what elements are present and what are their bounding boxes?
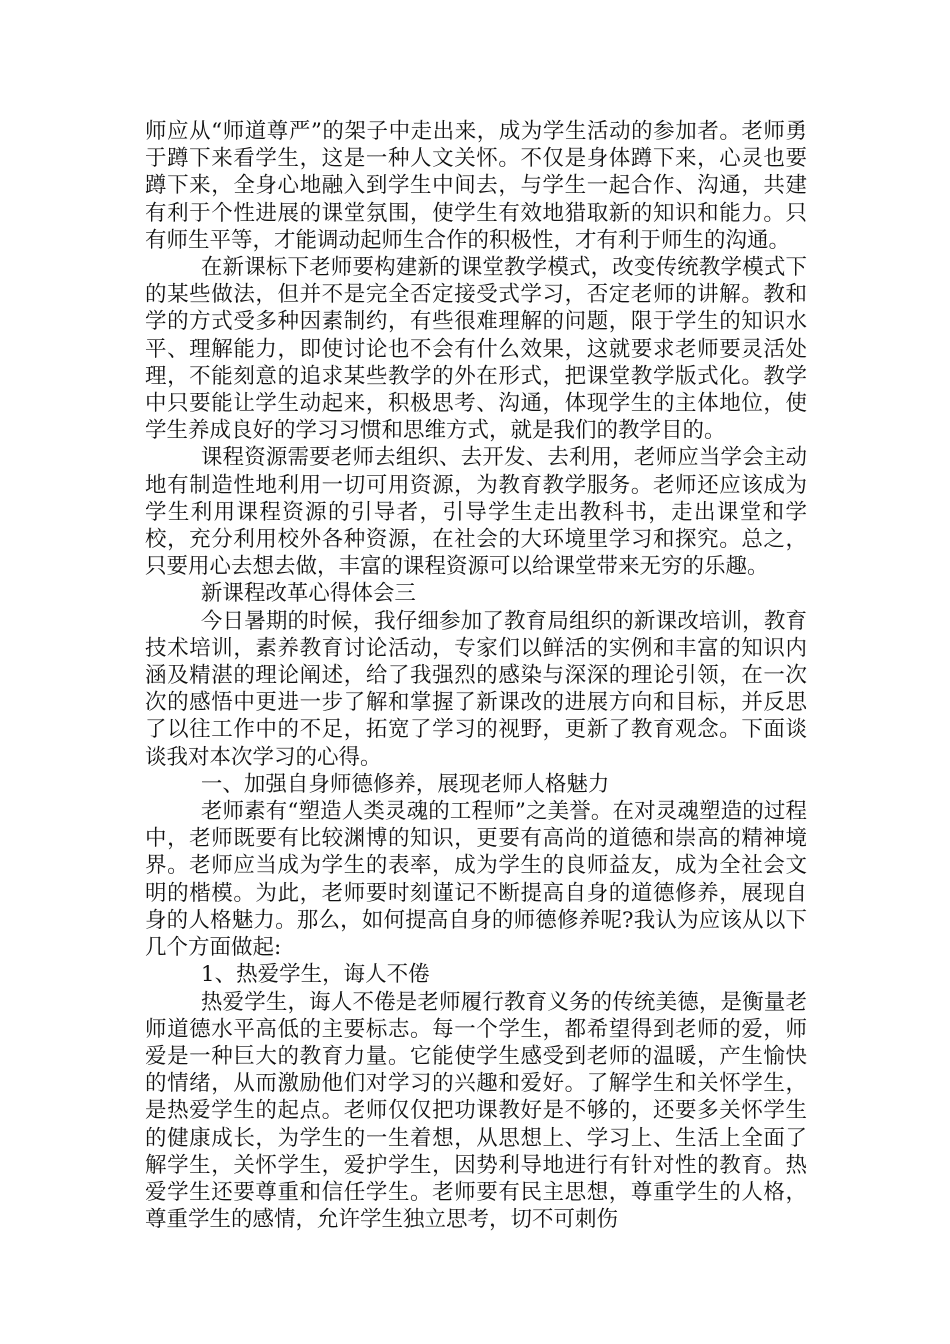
paragraph-love-students: 热爱学生，诲人不倦是老师履行教育义务的传统美德，是衡量老师道德水平高低的主要标志。每一个学生，都希望得到老师的爱，师爱是一种巨大的教育力量。它能使学生感受到老师的温暖，产生愉快的情绪，从而激励他们对学习的兴趣和爱好。了解学生和关怀学生，是热爱学生的起点。老师仅仅把功课教好是不够的，还要多关怀学生的健康成长，为学生的一生着想，从思想上、学习上、生活上全面了解学生，关怀学生，爱护学生，因势利导地进行有针对性的教育。热爱学生还要尊重和信任学生。老师要有民主思想，尊重学生的人格，尊重学生的感情，允许学生独立思考，切不可刺伤 — [145, 989, 807, 1233]
paragraph-intro-continuation: 师应从“师道尊严”的架子中走出来，成为学生活动的参加者。老师勇于蹲下来看学生，这是一种人文关怀。不仅是身体蹲下来，心灵也要蹲下来，全身心地融入到学生中间去，与学生一起合作、沟通，共建有利于个性进展的课堂氛围，使学生有效地猎取新的知识和能力。只有师生平等，才能调动起师生合作的积极性，才有利于师生的沟通。 — [145, 119, 807, 253]
section-title-reflection-three: 新课程改革心得体会三 — [200, 581, 416, 607]
paragraph-summer-training: 今日暑期的时候，我仔细参加了教育局组织的新课改培训，教育技术培训，素养教育讨论活动，专家们以鲜活的实例和丰富的知识内涵及精湛的理论阐述，给了我强烈的感染与深深的理论引领，在一次次的感悟中更进一步了解和掌握了新课改的进展方向和目标，并反思了以往工作中的不足，拓宽了学习的视野，更新了教育观念。下面谈谈我对本次学习的心得。 — [145, 608, 807, 770]
paragraph-new-teaching-mode: 在新课标下老师要构建新的课堂教学模式，改变传统教学模式下的某些做法，但并不是完全否定接受式学习，否定老师的讲解。教和学的方式受多种因素制约，有些很难理解的问题，限于学生的知识水平、理解能力，即使讨论也不会有什么效果，这就要求老师要灵活处理，不能刻意的追求某些教学的外在形式，把课堂教学版式化。教学中只要能让学生动起来，积极思考、沟通，体现学生的主体地位，使学生养成良好的学习习惯和思维方式，就是我们的教学目的。 — [145, 255, 807, 444]
document-body — [145, 118, 807, 1233]
subheading-love-students: 1、热爱学生，诲人不倦 — [200, 962, 430, 988]
subheading-teacher-ethics: 一、加强自身师德修养，展现老师人格魅力 — [200, 771, 610, 797]
paragraph-soul-engineer: 老师素有“塑造人类灵魂的工程师”之美誉。在对灵魂塑造的过程中，老师既要有比较渊博的知识，更要有高尚的道德和崇高的精神境界。老师应当成为学生的表率，成为学生的良师益友，成为全社会文明的楷模。为此，老师要时刻谨记不断提高自身的道德修养，展现自身的人格魅力。那么，如何提高自身的师德修养呢?我认为应该从以下几个方面做起: — [145, 799, 807, 961]
paragraph-course-resources: 课程资源需要老师去组织、去开发、去利用，老师应当学会主动地有制造性地利用一切可用资源，为教育教学服务。老师还应该成为学生利用课程资源的引导者，引导学生走出教科书，走出课堂和学校，充分利用校外各种资源，在社会的大环境里学习和探究。总之，只要用心去想去做，丰富的课程资源可以给课堂带来无穷的乐趣。 — [145, 445, 807, 580]
